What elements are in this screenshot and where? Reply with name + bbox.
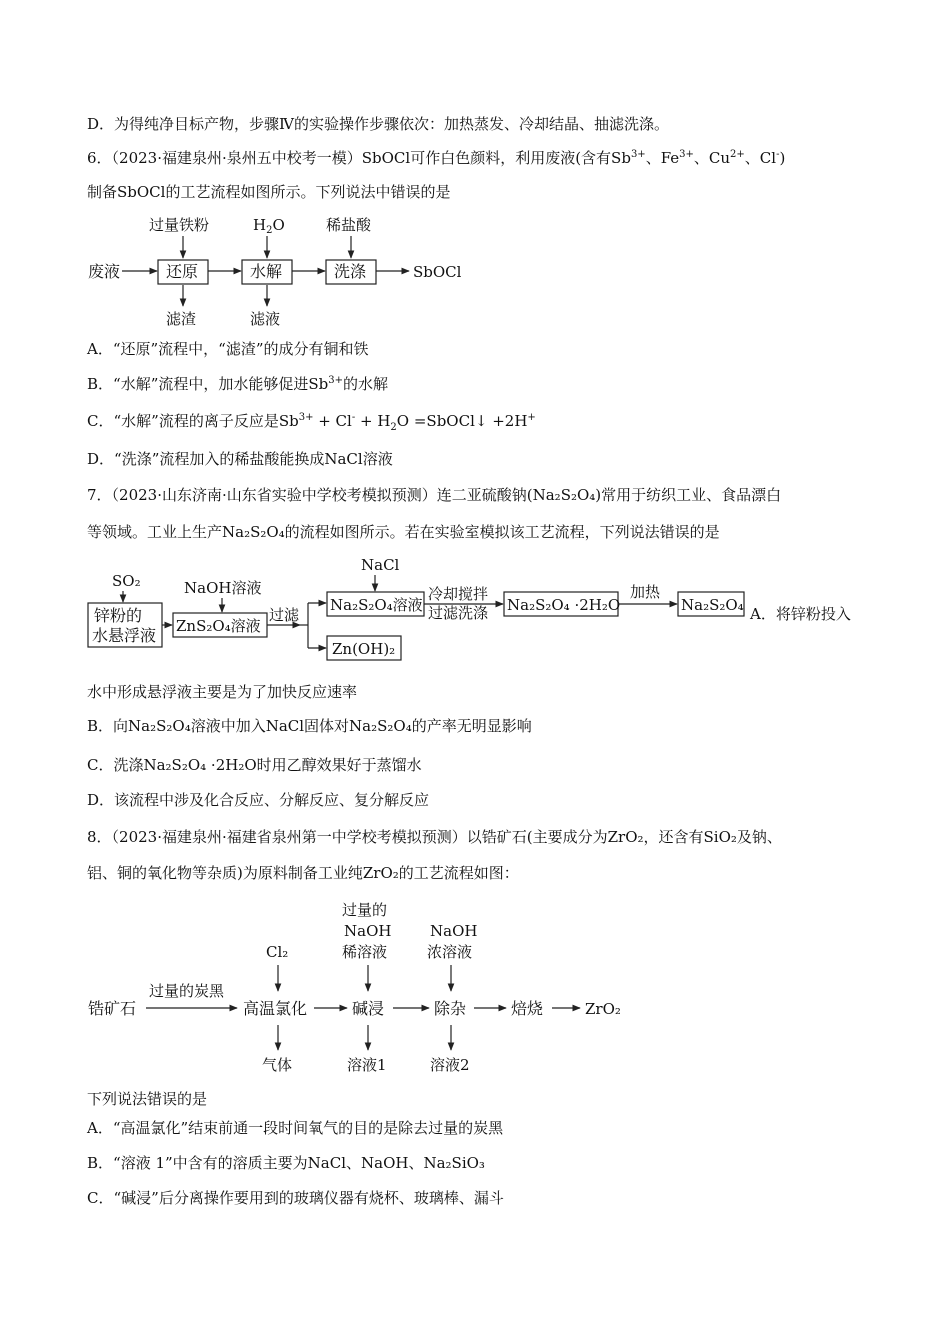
q7-option-c: C．洗涤Na₂S₂O₄ ·2H₂O时用乙醇效果好于蒸馏水 (87, 756, 422, 774)
q7-box1-line2: 水悬浮液 (92, 626, 157, 645)
q8-option-c: C．“碱浸”后分离操作要用到的玻璃仪器有烧杯、玻璃棒、漏斗 (87, 1189, 504, 1207)
q7-heat-label: 加热 (630, 583, 661, 601)
q7-option-d: D．该流程中涉及化合反应、分解反应、复分解反应 (87, 791, 430, 809)
q6-flow-input: 废液 (88, 262, 121, 281)
q6-reagent-water: $H_2O$ (253, 216, 285, 236)
q8-step-alkali-leach: 碱浸 (352, 999, 385, 1018)
q8-step-purify: 除杂 (434, 999, 467, 1018)
q8-stem-line3: 下列说法错误的是 (87, 1090, 208, 1108)
q8-option-a: A．“高温氯化”结束前通一段时间氧气的目的是除去过量的炭黑 (87, 1119, 504, 1137)
q8-step-roast: 焙烧 (511, 999, 544, 1018)
q7-option-b: B．向Na₂S₂O₄溶液中加入NaCl固体对Na₂S₂O₄的产率无明显影响 (87, 717, 532, 735)
q6-step-hydrolysis-label: 水解 (250, 262, 283, 281)
q6-option-d: D．“洗涤”流程加入的稀盐酸能换成NaCl溶液 (87, 450, 393, 468)
q8-naoh1-line2: NaOH (344, 922, 392, 940)
q6-option-c: C．“水解”流程的离子反应是$Sb^{3+} + Cl^- + H_2O$ =SbOCl↓ +2H+ (87, 412, 536, 433)
q8-flow-diagram (0, 895, 950, 1085)
q7-box1-line1: 锌粉的 (94, 606, 143, 625)
q6-flow-diagram (0, 210, 950, 330)
q6-flow-product: SbOCl (413, 263, 462, 281)
q8-product-label: ZrO₂ (585, 1000, 621, 1018)
q7-cool-line1: 冷却搅拌 (428, 585, 489, 603)
q8-naoh1-line1: 过量的 (342, 901, 388, 919)
q7-nacl-label: NaCl (361, 556, 400, 574)
q8-out-solution1: 溶液1 (347, 1056, 387, 1074)
q8-out-gas: 气体 (262, 1056, 293, 1074)
q6-step-wash-label: 洗涤 (334, 262, 367, 281)
q7-box4-label: Zn(OH)₂ (332, 640, 396, 658)
q6-out-filtrate: 滤液 (250, 310, 281, 328)
q8-naoh2-line2: 浓溶液 (427, 943, 473, 961)
q8-cl2-label: Cl₂ (266, 943, 289, 961)
q8-stem-line1: 8．（2023·福建泉州·福建省泉州第一中学校考模拟预测）以锆矿石(主要成分为ZrO₂，还含有SiO₂及钠、 (87, 828, 782, 846)
q6-step-reduce-label: 还原 (166, 262, 199, 281)
q7-so2-label: SO₂ (112, 572, 141, 590)
q7-option-a-part1: A．将锌粉投入 (750, 605, 851, 623)
q8-naoh2-line1: NaOH (430, 922, 478, 940)
q6-option-b: B．“水解”流程中，加水能够促进$Sb^{3+}$的水解 (87, 375, 389, 393)
q6-reagent-iron: 过量铁粉 (149, 216, 210, 234)
q7-filter-label: 过滤 (269, 606, 300, 624)
q8-naoh1-line3: 稀溶液 (342, 943, 388, 961)
q7-box2-label: ZnS₂O₄溶液 (176, 617, 261, 635)
q7-box5-label: Na₂S₂O₄ ·2H₂O (507, 596, 621, 614)
q8-option-b: B．“溶液 1”中含有的溶质主要为NaCl、NaOH、Na₂SiO₃ (87, 1154, 485, 1172)
q8-ore-label: 锆矿石 (88, 999, 137, 1018)
q7-box3-label: Na₂S₂O₄溶液 (330, 596, 423, 614)
q8-stem-line2: 铝、铜的氧化物等杂质)为原料制备工业纯ZrO₂的工艺流程如图： (87, 864, 519, 882)
q7-box6-label: Na₂S₂O₄ (681, 596, 744, 614)
q6-out-residue: 滤渣 (166, 310, 197, 328)
q5-option-d: D．为得纯净目标产物，步骤Ⅳ的实验操作步骤依次：加热蒸发、冷却结晶、抽滤洗涤。 (87, 115, 670, 133)
q7-stem-line1: 7．（2023·山东济南·山东省实验中学校考模拟预测）连二亚硫酸钠(Na₂S₂O₄)常用于纺织工业、食品漂白 (87, 486, 782, 504)
q8-step-chlorination: 高温氯化 (243, 999, 308, 1018)
q8-carbon-label: 过量的炭黑 (149, 982, 225, 1000)
q8-out-solution2: 溶液2 (430, 1056, 470, 1074)
q7-cool-line2: 过滤洗涤 (428, 604, 489, 622)
q7-stem-line2: 等领域。工业上生产Na₂S₂O₄的流程如图所示。若在实验室模拟该工艺流程，下列说法错误的是 (87, 523, 720, 541)
q6-stem-line1: 6．（2023·福建泉州·泉州五中校考一模）SbOCl可作白色颜料，利用废液(含有$Sb^{3+}$、$Fe^{3+}$、$Cu^{2+}$、Cl-) (87, 149, 786, 167)
q6-option-a: A．“还原”流程中，“滤渣”的成分有铜和铁 (87, 340, 369, 358)
q7-option-a-part2: 水中形成悬浮液主要是为了加快反应速率 (87, 683, 358, 701)
q6-reagent-hcl: 稀盐酸 (326, 216, 372, 234)
q7-naoh-label: NaOH溶液 (184, 579, 262, 597)
q6-stem-line2: 制备SbOCl的工艺流程如图所示。下列说法中错误的是 (87, 183, 451, 201)
